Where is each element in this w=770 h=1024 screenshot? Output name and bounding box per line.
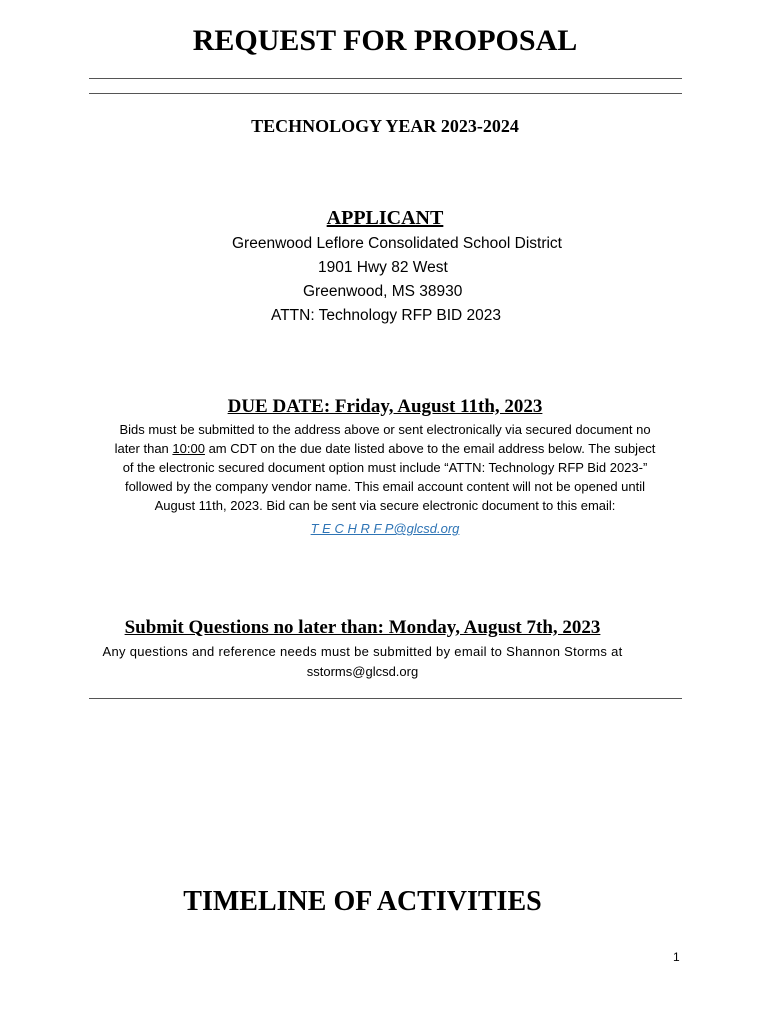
applicant-street: 1901 Hwy 82 West [318, 259, 448, 276]
applicant-district: Greenwood Leflore Consolidated School District [232, 235, 562, 252]
due-date-line: followed by the company vendor name. This email account content will not be opened until [124, 479, 646, 494]
page-title: REQUEST FOR PROPOSAL [192, 24, 578, 57]
due-date-line: Bids must be submitted to the address above or sent electronically via secured document no [119, 422, 651, 437]
due-time: 10:00 [172, 441, 205, 456]
page-number: 1 [673, 950, 680, 964]
questions-email: sstorms@glcsd.org [306, 664, 419, 679]
due-date-paragraph [0, 420, 770, 515]
due-date-line: August 11th, 2023. Bid can be sent via secure electronic document to this email: [154, 498, 616, 513]
top-divider [89, 78, 682, 79]
due-date-line [0, 439, 770, 458]
subtitle: TECHNOLOGY YEAR 2023-2024 [251, 116, 519, 136]
applicant-heading: APPLICANT [326, 207, 444, 229]
timeline-heading: TIMELINE OF ACTIVITIES [183, 886, 542, 917]
email-link-row [0, 520, 770, 538]
rfp-email-link[interactable]: T E C H R F P@glcsd.org [310, 521, 460, 536]
questions-heading: Submit Questions no later than: Monday, August 7th, 2023 [124, 617, 601, 638]
questions-line: Any questions and reference needs must be submitted by email to Shannon Storms at [102, 644, 623, 659]
due-date-line: of the electronic secured document option must include “ATTN: Technology RFP Bid 2023-” [122, 460, 648, 475]
applicant-city: Greenwood, MS 38930 [303, 283, 463, 300]
due-date-text: am CDT on the due date listed above to the email address below. The subject [204, 441, 656, 456]
due-date-heading: DUE DATE: Friday, August 11th, 2023 [227, 396, 543, 417]
due-date-text: later than [114, 441, 173, 456]
section-divider [89, 698, 682, 699]
top-divider-2 [89, 93, 682, 94]
applicant-attn: ATTN: Technology RFP BID 2023 [271, 307, 502, 324]
